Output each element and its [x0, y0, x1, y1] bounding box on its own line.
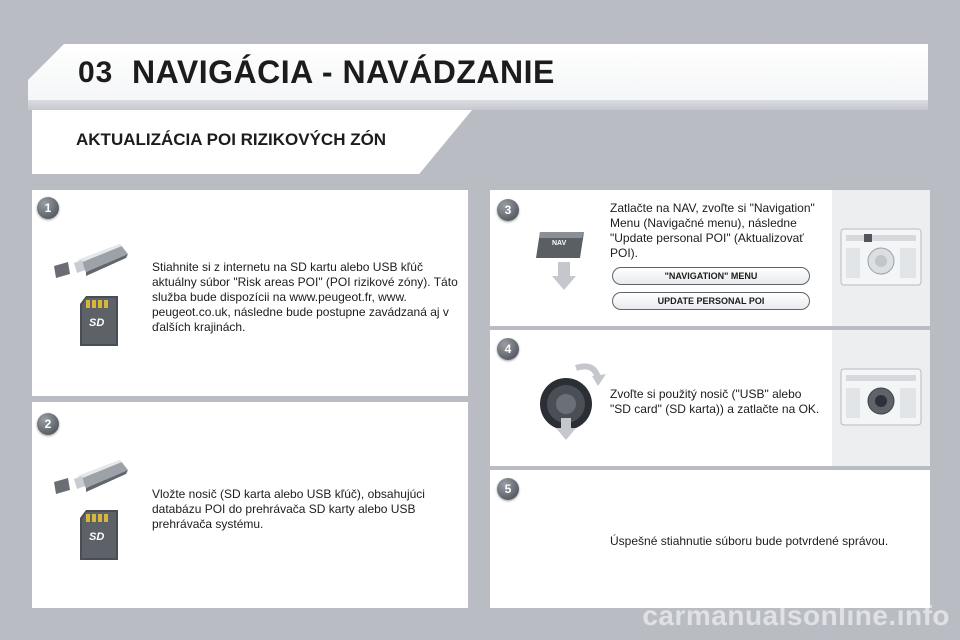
step-4-badge: 4 [497, 338, 519, 360]
step-3-text: Zatlačte na NAV, zvoľte si "Navigation" Menu (Navigačné menu), následne "Update personal POI" (Aktualizovať POI). [610, 201, 815, 260]
step-3-badge: 3 [497, 199, 519, 221]
rotary-knob-icon [536, 358, 608, 442]
nav-button-icon [534, 228, 588, 292]
usb-key-icon [52, 236, 134, 282]
radio-unit-illustration [840, 228, 922, 286]
menu-update-personal-poi: UPDATE PERSONAL POI [612, 292, 810, 310]
sd-card-icon [80, 510, 118, 560]
step-2-text: Vložte nosič (SD karta alebo USB kľúč), obsahujúci databázu POI do prehrávača SD karty alebo USB prehrávača systému. [152, 487, 425, 531]
section-title: AKTUALIZÁCIA POI RIZIKOVÝCH ZÓN [76, 130, 387, 149]
step-4-text: Zvoľte si použitý nosič ("USB" alebo "SD card" (SD karta)) a zatlačte na OK. [610, 387, 820, 416]
step-1-badge: 1 [37, 197, 59, 219]
sd-card-logo: SD [89, 531, 105, 543]
step-1-text: Stiahnite si z internetu na SD kartu alebo USB kľúč aktuálny súbor "Risk areas POI" (POI rizikové zóny). Táto služba bude dispozícii na www.peugeot.fr, www. peugeot.co.uk, následne bude postupne zavádzaná aj v ďalších krajinách. [152, 260, 458, 334]
radio-unit-illustration [840, 368, 922, 426]
chapter-number: 03 [78, 56, 114, 89]
header-strip [28, 100, 928, 110]
watermark: carmanualsonline.info [642, 600, 950, 631]
sd-card-icon [80, 296, 118, 346]
usb-key-icon [52, 452, 134, 498]
step-5-badge: 5 [497, 478, 519, 500]
step-5-text: Úspešné stiahnutie súboru bude potvrdené správou. [610, 534, 889, 548]
nav-button-label: NAV [552, 240, 567, 247]
menu-navigation: "NAVIGATION" MENU [612, 267, 810, 285]
step-2-badge: 2 [37, 413, 59, 435]
chapter-title: NAVIGÁCIA - NAVÁDZANIE [132, 54, 555, 90]
sd-card-logo: SD [89, 317, 105, 329]
